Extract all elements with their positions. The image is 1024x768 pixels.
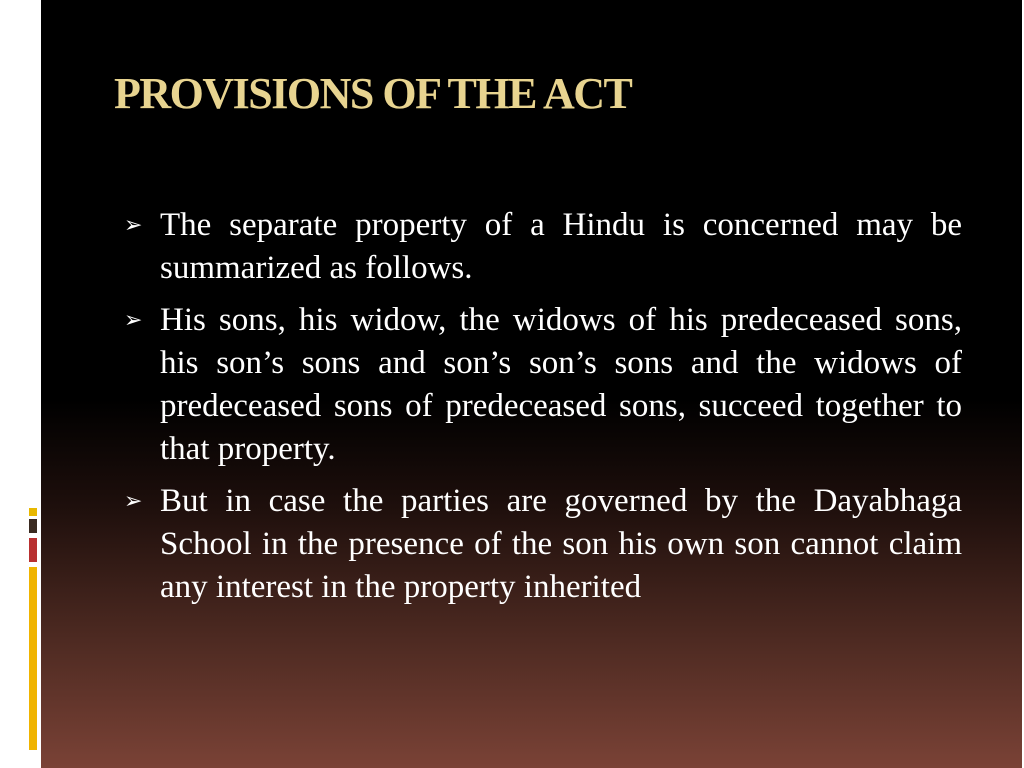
accent-bar-yellow-long xyxy=(29,567,37,750)
bullet-item xyxy=(124,299,962,471)
arrow-bullet-icon: ➢ xyxy=(124,213,143,238)
bullet-item xyxy=(124,480,962,609)
accent-bar-yellow-small xyxy=(29,508,37,516)
slide-title: PROVISIONS OF THE ACT xyxy=(114,69,632,118)
bullet-text: His sons, his widow, the widows of his predeceased sons, his son’s sons and son’s son’s sons and the widows of predeceased sons of predeceased sons, succeed together to that property. xyxy=(160,302,962,467)
bullet-text: But in case the parties are governed by the Dayabhaga School in the presence of the son his own son cannot claim any interest in the property inherited xyxy=(160,483,962,605)
arrow-bullet-icon: ➢ xyxy=(124,489,143,514)
bullet-list xyxy=(124,204,962,618)
bullet-text: The separate property of a Hindu is concerned may be summarized as follows. xyxy=(160,207,962,286)
accent-bar-red xyxy=(29,538,37,562)
bullet-item xyxy=(124,204,962,290)
accent-bar-dark xyxy=(29,519,37,533)
arrow-bullet-icon: ➢ xyxy=(124,308,143,333)
